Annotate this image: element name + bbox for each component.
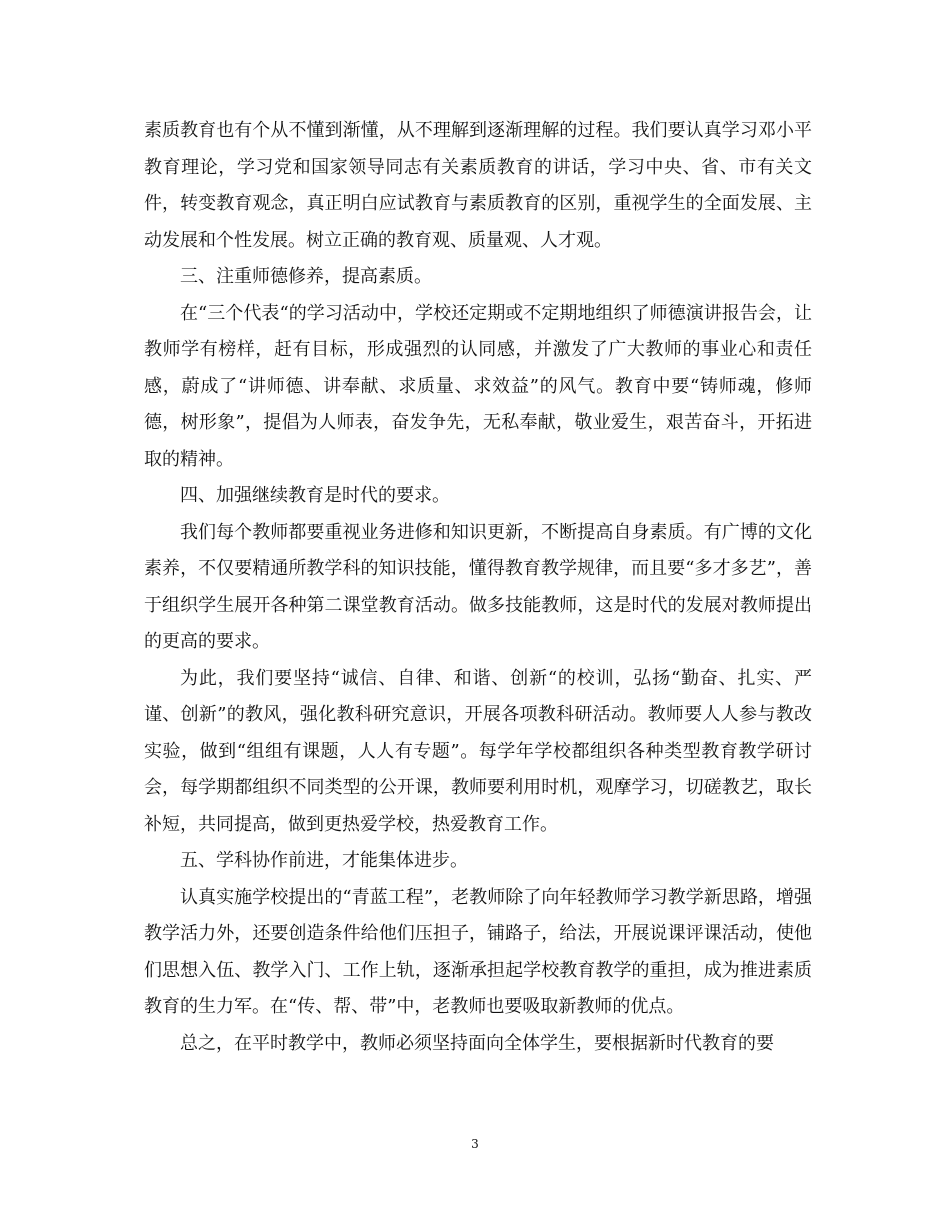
paragraph: 在“三个代表“的学习活动中，学校还定期或不定期地组织了师德演讲报告会，让教师学有榜样，赶有目标，形成强烈的认同感，并激发了广大教师的事业心和责任感，蔚成了“讲师德、讲奉献、求质量、求效益”的风气。教育中要“铸师魂，修师德，树形象”，提倡为人师表，奋发争先，无私奉献，敬业爱生，艰苦奋斗，开拓进取的精神。 <box>144 302 812 470</box>
section-heading-5: 五、学科协作前进，才能集体进步。 <box>180 850 468 871</box>
paragraph-continuation: 素质教育也有个从不懂到渐懂，从不理解到逐渐理解的过程。我们要认真学习邓小平教育理论，学习党和国家领导同志有关素质教育的讲话，学习中央、省、市有关文件，转变教育观念，真正明白应试教育与素质教育的区别，重视学生的全面发展、主动发展和个性发展。树立正确的教育观、质量观、人才观。 <box>144 120 812 251</box>
paragraph: 我们每个教师都要重视业务进修和知识更新，不断提高自身素质。有广博的文化素养，不仅要精通所教学科的知识技能，懂得教育教学规律，而且要“多才多艺”，善于组织学生展开各种第二课堂教育活动。做多技能教师，这是时代的发展对教师提出的更高的要求。 <box>144 521 812 652</box>
section-heading-4: 四、加强继续教育是时代的要求。 <box>180 485 450 506</box>
paragraph: 为此，我们要坚持“诚信、自律、和谐、创新“的校训，弘扬“勤奋、扎实、严谨、创新”的教风，强化教科研究意识，开展各项教科研活动。教师要人人参与教改实验，做到“组组有课题，人人有专题”。每学年学校都组织各种类型教育教学研讨会，每学期都组织不同类型的公开课，教师要利用时机，观摩学习，切磋教艺，取长补短，共同提高，做到更热爱学校，热爱教育工作。 <box>144 667 812 835</box>
section-heading-3: 三、注重师德修养，提高素质。 <box>180 266 432 287</box>
paragraph: 认真实施学校提出的“青蓝工程”，老教师除了向年轻教师学习教学新思路，增强教学活力外，还要创造条件给他们压担子，铺路子，给法，开展说课评课活动，使他们思想入伍、教学入门、工作上轨，逐渐承担起学校教育教学的重担，成为推进素质教育的生力军。在“传、帮、带”中，老教师也要吸取新教师的优点。 <box>144 886 812 1017</box>
paragraph: 总之，在平时教学中，教师必须坚持面向全体学生，要根据新时代教育的要 <box>180 1032 774 1054</box>
page-number: 3 <box>471 1137 479 1151</box>
body-text <box>144 113 812 1062</box>
